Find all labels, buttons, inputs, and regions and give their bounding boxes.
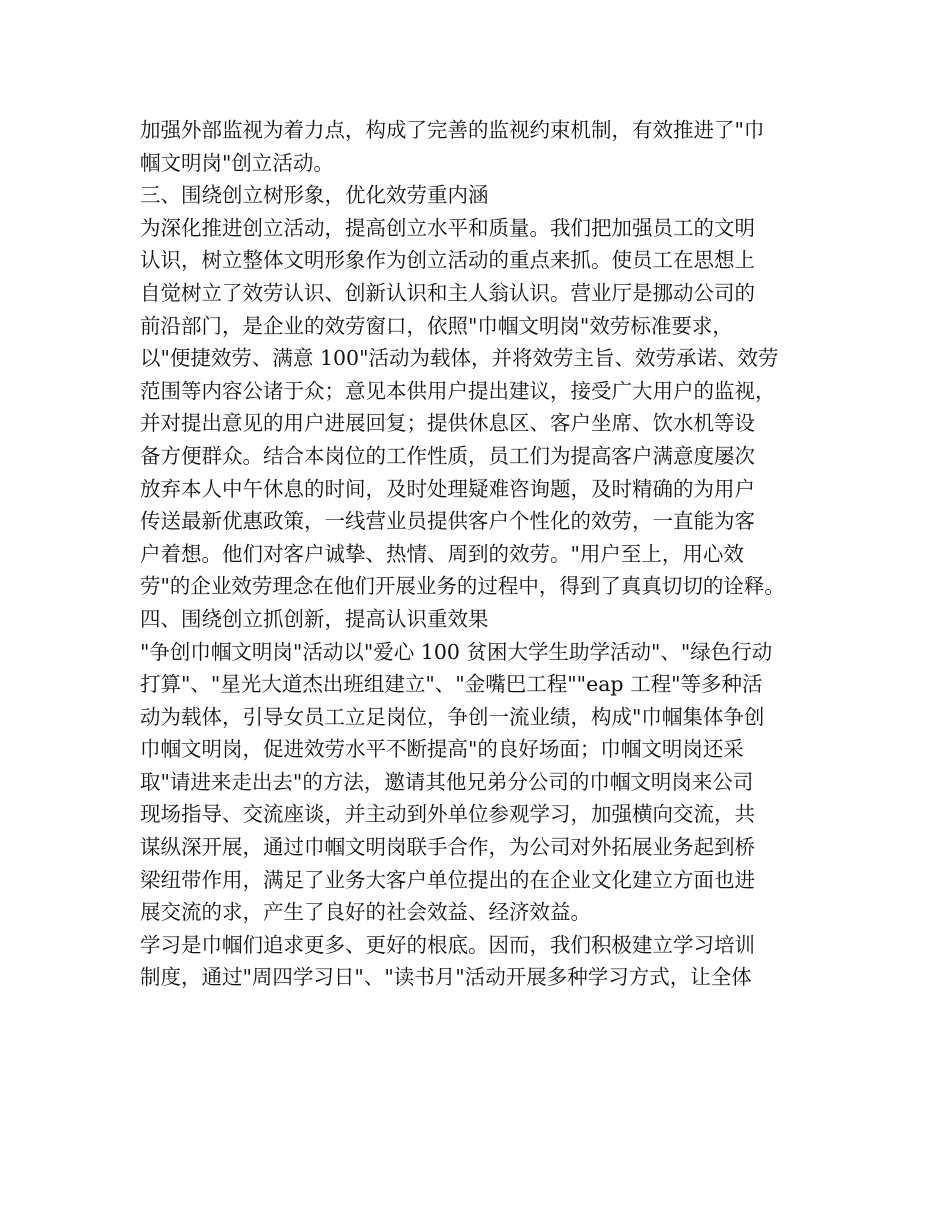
body-text-line: 备方便群众。结合本岗位的工作性质，员工们为提高客户满意度屡次 [140, 443, 755, 468]
body-text-line: 展交流的求，产生了良好的社会效益、经济效益。 [140, 900, 591, 925]
body-text-line: "争创巾帼文明岗"活动以"爱心 100 贫困大学生助学活动"、"绿色行动 [140, 639, 773, 664]
body-text-line: 户着想。他们对客户诚挚、热情、周到的效劳。"用户至上，用心效 [140, 541, 744, 566]
body-text-line: 打算"、"星光大道杰出班组建立"、"金嘴巴工程""eap 工程"等多种活 [140, 672, 763, 697]
document-body [140, 114, 820, 994]
body-text-line: 巾帼文明岗，促进效劳水平不断提高"的良好场面；巾帼文明岗还采 [140, 737, 744, 762]
body-text-line: 劳"的企业效劳理念在他们开展业务的过程中，得到了真真切切的诠释。 [140, 574, 785, 599]
body-text-line: 梁纽带作用，满足了业务大客户单位提出的在企业文化建立方面也进 [140, 867, 755, 892]
section-heading: 四、围绕创立抓创新，提高认识重效果 [140, 606, 489, 631]
section-heading: 三、围绕创立树形象，优化效劳重内涵 [140, 183, 489, 208]
body-text-line: 认识，树立整体文明形象作为创立活动的重点来抓。使员工在思想上 [140, 248, 755, 273]
body-text-line: 前沿部门，是企业的效劳窗口，依照"巾帼文明岗"效劳标准要求， [140, 313, 733, 338]
body-text-line: 动为载体，引导女员工立足岗位，争创一流业绩，构成"巾帼集体争创 [140, 704, 765, 729]
body-text-line: 制度，通过"周四学习日"、"读书月"活动开展多种学习方式，让全体 [140, 965, 752, 990]
body-text-line: 谋纵深开展，通过巾帼文明岗联手合作，为公司对外拓展业务起到桥 [140, 835, 755, 860]
body-text-line: 放弃本人中午休息的时间，及时处理疑难咨询题，及时精确的为用户 [140, 476, 755, 501]
body-text-line: 以"便捷效劳、满意 100"活动为载体，并将效劳主旨、效劳承诺、效劳 [140, 346, 779, 371]
body-text-line: 现场指导、交流座谈，并主动到外单位参观学习，加强横向交流，共 [140, 802, 755, 827]
body-text-line: 帼文明岗"创立活动。 [140, 150, 334, 175]
body-text-line: 加强外部监视为着力点，构成了完善的监视约束机制，有效推进了"巾 [140, 118, 765, 142]
body-text-line: 并对提出意见的用户进展回复；提供休息区、客户坐席、饮水机等设 [140, 411, 755, 436]
body-text-line: 传送最新优惠政策，一线营业员提供客户个性化的效劳，一直能为客 [140, 509, 755, 534]
body-text-line: 自觉树立了效劳认识、创新认识和主人翁认识。营业厅是挪动公司的 [140, 280, 755, 305]
body-text-line: 取"请进来走出去"的方法，邀请其他兄弟分公司的巾帼文明岗来公司 [140, 769, 754, 794]
body-text-line: 范围等内容公诸于众；意见本供用户提出建议，接受广大用户的监视， [140, 378, 776, 403]
body-text-line: 学习是巾帼们追求更多、更好的根底。因而，我们积极建立学习培训 [140, 932, 755, 957]
body-text-line: 为深化推进创立活动，提高创立水平和质量。我们把加强员工的文明 [140, 215, 755, 240]
